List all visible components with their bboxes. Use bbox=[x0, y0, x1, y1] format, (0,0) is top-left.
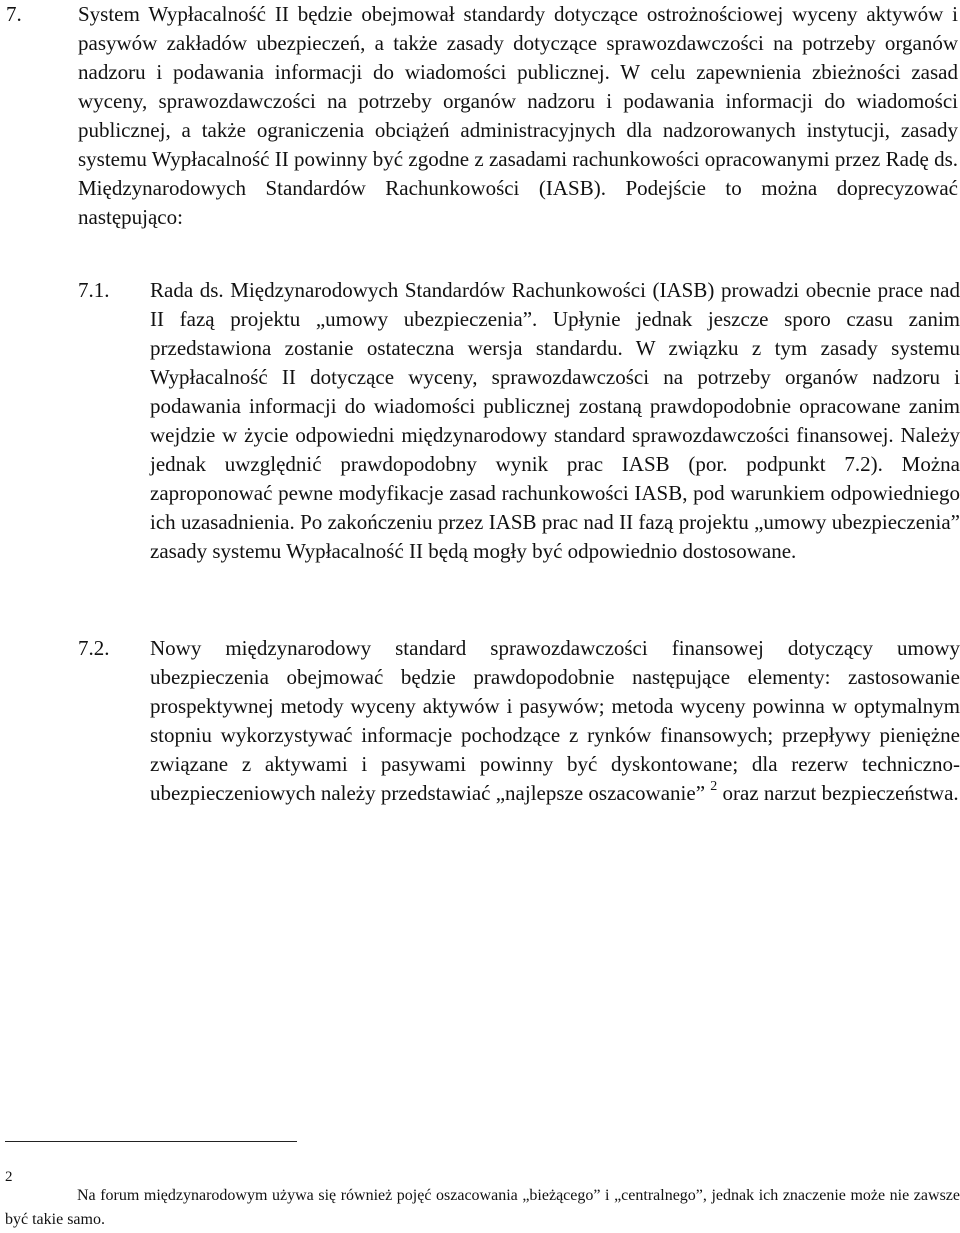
footnote-marker: 2 bbox=[5, 1169, 13, 1185]
footnote-separator bbox=[5, 1141, 297, 1142]
section-7-2-paragraph bbox=[78, 634, 960, 808]
footnote-text: Na forum międzynarodowym używa się również pojęć oszacowania „bieżącego” i „centralnego”, jednak ich znaczenie może nie zawsze być takie samo. bbox=[5, 1187, 960, 1228]
section-number: 7.2. bbox=[78, 636, 110, 660]
section-text-before-ref: Nowy międzynarodowy standard sprawozdawczości finansowej dotyczący umowy ubezpieczenia obejmować będzie prawdopodobnie następujące elementy: zastosowanie prospektywnej metody wyceny aktywów i pasywów; metoda wyceny powinna w optymalnym stopniu wykorzystywać informacje pochodzące z rynków finansowych; przepływy pieniężne związane z aktywami i pasywami powinny być dyskontowane; dla rezerw techniczno-ubezpieczeniowych należy przedstawiać „najlepsze oszacowanie” bbox=[150, 636, 960, 805]
section-number: 7.1. bbox=[78, 278, 110, 302]
section-text-after-ref: oraz narzut bezpieczeństwa. bbox=[722, 781, 959, 805]
section-number: 7. bbox=[6, 2, 22, 26]
section-text: System Wypłacalność II będzie obejmował standardy dotyczące ostrożnościowej wyceny aktywów i pasywów zakładów ubezpieczeń, a także zasady dotyczące sprawozdawczości na potrzeby organów nadzoru i podawania informacji do wiadomości publicznej. W celu zapewnienia zbieżności zasad wyceny, sprawozdawczości na potrzeby organów nadzoru i podawania informacji do wiadomości publicznej, a także ograniczenia obciążeń administracyjnych dla nadzorowanych instytucji, zasady systemu Wypłacalność II powinny być zgodne z zasadami rachunkowości opracowanymi przez Radę ds. Międzynarodowych Standardów Rachunkowości (IASB). Podejście to można doprecyzować następująco: bbox=[78, 2, 958, 229]
section-7-paragraph bbox=[6, 0, 958, 232]
section-text: Rada ds. Międzynarodowych Standardów Rachunkowości (IASB) prowadzi obecnie prace nad II fazą projektu „umowy ubezpieczenia”. Upłynie jednak jeszcze sporo czasu zanim przedstawiona zostanie ostateczna wersja standardu. W związku z tym zasady systemu Wypłacalność II dotyczące wyceny, sprawozdawczości na potrzeby organów nadzoru i podawania informacji do wiadomości publicznej zostaną prawdopodobnie opracowane zanim wejdzie w życie odpowiedni międzynarodowy standard sprawozdawczości finansowej. Należy jednak uwzględnić prawdopodobny wynik prac IASB (por. podpunkt 7.2). Można zaproponować pewne modyfikacje zasad rachunkowości IASB, pod warunkiem odpowiedniego ich uzasadnienia. Po zakończeniu przez IASB prac nad II fazą projektu „umowy ubezpieczenia” zasady systemu Wypłacalność II będą mogły być odpowiednio dostosowane. bbox=[150, 278, 960, 563]
section-7-1-paragraph bbox=[78, 276, 960, 566]
footnote-reference: 2 bbox=[710, 779, 718, 794]
